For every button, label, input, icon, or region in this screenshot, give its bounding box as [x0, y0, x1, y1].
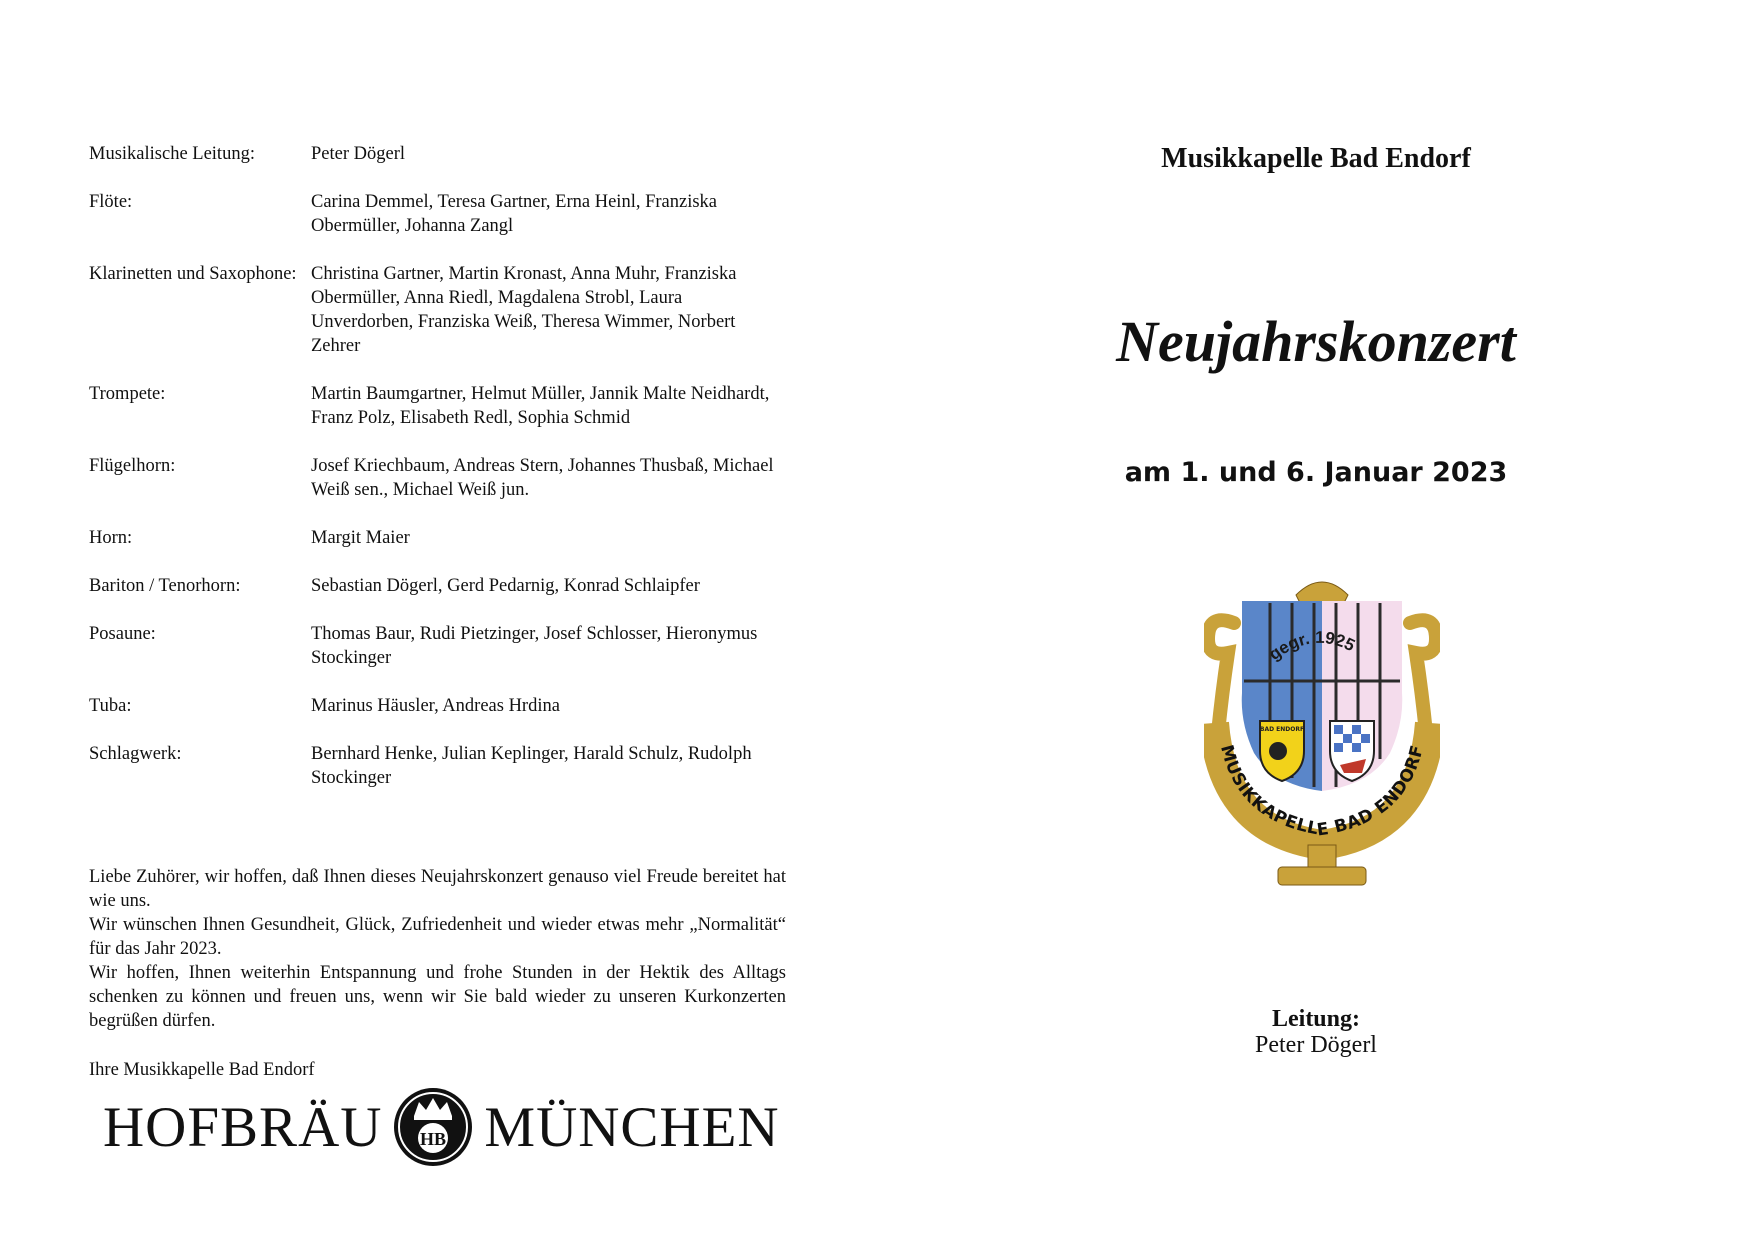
emblem-founded-text: gegr. 1925 [1265, 627, 1358, 665]
roster-role: Tuba: [89, 696, 132, 716]
roster-role: Flöte: [89, 192, 133, 212]
roster-names: Martin Baumgartner, Helmut Müller, Jannik Malte Neidhardt, Franz Polz, Elisabeth Redl, Sophia Schmid [311, 384, 770, 428]
cover-page [877, 0, 1755, 1241]
band-lyre-emblem [1204, 573, 1440, 895]
sponsor-word-left: HOFBRÄU [103, 1095, 383, 1159]
roster-names: Christina Gartner, Martin Kronast, Anna Muhr, Franziska Obermüller, Anna Riedl, Magdalena Strobl, Laura Unverdorben, Franziska Weiß, Theresa Wimmer, Norbert Zehrer [311, 264, 737, 356]
roster-row [89, 262, 789, 358]
roster-role: Musikalische Leitung: [89, 144, 255, 164]
concert-title: Neujahrskonzert [1116, 309, 1516, 374]
sponsor-emblem-letters: HB [420, 1129, 447, 1149]
org-title: Musikkapelle Bad Endorf [1161, 143, 1471, 174]
sponsor-word-right: MÜNCHEN [484, 1095, 780, 1159]
roster-row [89, 694, 789, 718]
crown-hb-icon [392, 1086, 474, 1168]
roster-role: Posaune: [89, 624, 156, 644]
director-label: Leitung: [1271, 1006, 1360, 1032]
roster-role: Flügelhorn: [89, 456, 176, 476]
roster-names: Peter Dögerl [311, 144, 406, 164]
roster-names: Marinus Häusler, Andreas Hrdina [311, 696, 560, 716]
roster-role: Bariton / Tenorhorn: [89, 576, 241, 596]
roster-names: Josef Kriechbaum, Andreas Stern, Johannes Thusbaß, Michael Weiß sen., Michael Weiß jun. [311, 456, 774, 500]
roster-row [89, 190, 789, 238]
roster-row [89, 454, 789, 502]
roster-row [89, 382, 789, 430]
roster-row [89, 526, 789, 550]
sponsor-logo [103, 1086, 803, 1168]
roster-role: Horn: [89, 528, 133, 548]
thank-you-letter [89, 865, 786, 1033]
roster-names: Margit Maier [311, 528, 410, 548]
roster-names: Bernhard Henke, Julian Keplinger, Harald Schulz, Rudolph Stockinger [311, 744, 752, 788]
roster-row [89, 622, 789, 670]
roster-role: Trompete: [89, 384, 166, 404]
left-page [0, 0, 877, 1241]
letter-paragraph: Wir hoffen, Ihnen weiterhin Entspannung und frohe Stunden in der Hektik des Alltags schenken zu können und freuen uns, wenn wir Sie bald wieder zu unseren Kurkonzerten begrüßen dürfen. [89, 963, 786, 1031]
roster-row [89, 574, 789, 598]
letter-signoff: Ihre Musikkapelle Bad Endorf [89, 1060, 315, 1080]
roster-role: Schlagwerk: [89, 744, 182, 764]
emblem-shield-label: BAD ENDORF [1259, 726, 1305, 733]
roster-names: Thomas Baur, Rudi Pietzinger, Josef Schlosser, Hieronymus Stockinger [311, 624, 758, 668]
roster-names: Carina Demmel, Teresa Gartner, Erna Heinl, Franziska Obermüller, Johanna Zangl [311, 192, 718, 236]
roster-role: Klarinetten und Saxophone: [89, 264, 297, 284]
emblem-ring-text: MUSIKKAPELLE BAD ENDORF [1215, 742, 1428, 841]
letter-paragraph: Liebe Zuhörer, wir hoffen, daß Ihnen dieses Neujahrskonzert genauso viel Freude bereitet hat wie uns. [89, 867, 786, 911]
concert-date: am 1. und 6. Januar 2023 [1124, 457, 1508, 488]
roster-names: Sebastian Dögerl, Gerd Pedarnig, Konrad Schlaipfer [311, 576, 700, 596]
letter-paragraph: Wir wünschen Ihnen Gesundheit, Glück, Zufriedenheit und wieder etwas mehr „Normalität“ für das Jahr 2023. [89, 915, 786, 959]
musician-roster [89, 142, 789, 814]
director-name: Peter Dögerl [1255, 1032, 1377, 1058]
roster-row [89, 142, 789, 166]
roster-row [89, 742, 789, 790]
